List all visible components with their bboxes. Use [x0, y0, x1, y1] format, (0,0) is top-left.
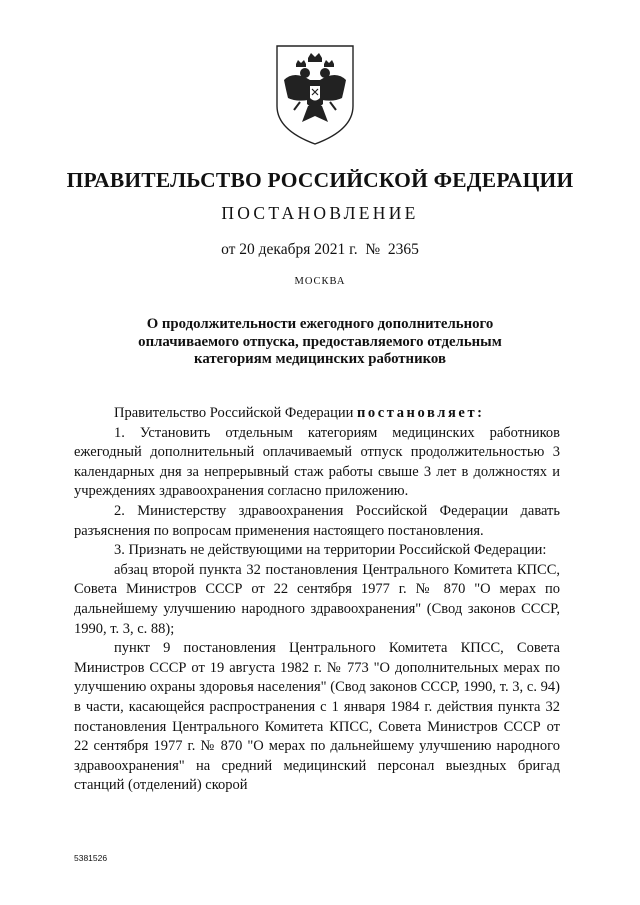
document-number: 2365 [387, 241, 419, 258]
russian-coat-of-arms-icon [274, 44, 356, 146]
document-type: ПОСТАНОВЛЕНИЕ [221, 203, 419, 223]
intro-text: Правительство Российской Федерации [114, 405, 354, 421]
paragraph-5: пункт 9 постановления Центрального Комитета КПСС, Совета Министров СССР от 19 августа 1982 г. № 773 "О дополнительных мерах по улучшению охраны здоровья населения" (Свод законов СССР, 1990, т. 3, с. 94) в части, касающейся распространения с 1 января 1984 г. действия пункта 32 постановления Центрального Комитета КПСС, Совета Министров СССР от 22 сентября 1977 г. № 870 "О мерах по дальнейшему улучшению народного здравоохранения" на средний медицинский персонал выездных бригад станций (отделений) скорой [74, 640, 560, 794]
paragraph-3: 3. Признать не действующими на территории Российской Федерации: [114, 542, 547, 559]
paragraph-1: 1. Установить отдельным категориям медицинских работников ежегодный дополнительный оплачиваемый отпуск продолжительностью 3 календарных дня за непрерывный стаж работы свыше 3 лет в должностях и учреждениях здравоохранения согласно приложению. [74, 424, 560, 500]
intro-paragraph [74, 404, 560, 424]
city: МОСКВА [294, 276, 346, 287]
footer-code: 5381526 [74, 853, 108, 863]
paragraph-2: 2. Министерству здравоохранения Российской Федерации давать разъяснения по вопросам применения настоящего постановления. [74, 502, 560, 539]
paragraph-4: абзац второй пункта 32 постановления Центрального Комитета КПСС, Совета Министров СССР от 22 сентября 1977 г. № 870 "О мерах по дальнейшему улучшению народного здравоохранения" (Свод законов СССР, 1990, т. 3, с. 88); [74, 561, 560, 637]
document-subject [100, 316, 540, 369]
subject-line: категориям медицинских работников [194, 351, 446, 367]
document-date: от 20 декабря 2021 г. [221, 241, 358, 258]
number-sign: № [365, 241, 381, 258]
document-body [74, 404, 560, 796]
decree-word: постановляет: [356, 405, 485, 421]
subject-line: оплачиваемого отпуска, предоставляемого отдельным [138, 333, 502, 350]
subject-line: О продолжительности ежегодного дополнительного [146, 316, 494, 332]
government-title: ПРАВИТЕЛЬСТВО РОССИЙСКОЙ ФЕДЕРАЦИИ [66, 168, 574, 192]
date-line [0, 241, 640, 259]
